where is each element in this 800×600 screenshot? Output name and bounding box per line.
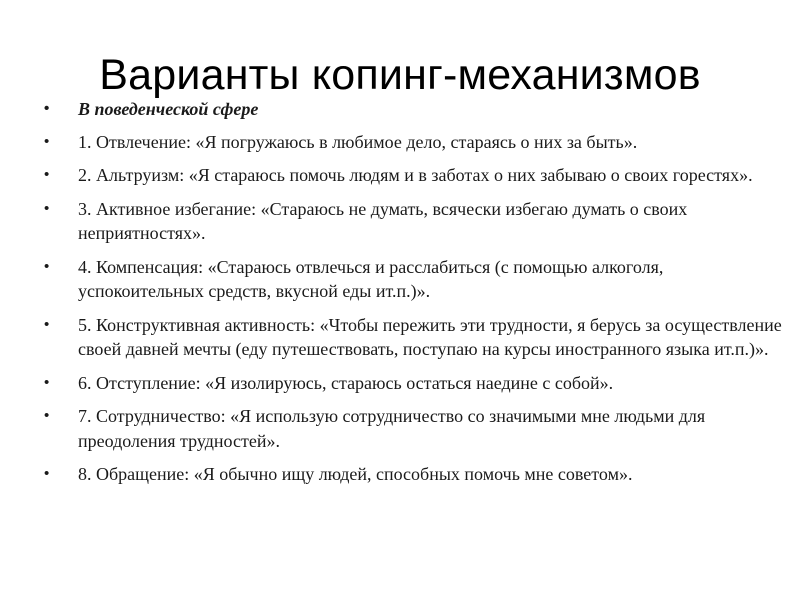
list-item	[44, 404, 784, 453]
list-item	[44, 163, 784, 188]
list-item-text: 7. Сотрудничество: «Я использую сотрудничество со значимыми мне людьми для преодоления трудностей».	[78, 406, 706, 451]
list-item	[44, 371, 784, 396]
slide-title: Варианты копинг-механизмов	[99, 51, 701, 99]
list-item	[44, 197, 784, 246]
list-item-text: 2. Альтруизм: «Я стараюсь помочь людям и в заботах о них забываю о своих горестях».	[78, 165, 753, 185]
bullet-icon: •	[44, 257, 50, 275]
list-item-text: 5. Конструктивная активность: «Чтобы пережить эти трудности, я берусь за осуществление своей давней мечты (еду путешествовать, поступаю на курсы иностранного языка ит.п.)».	[78, 314, 782, 359]
list-item	[44, 130, 784, 155]
bullet-list	[44, 97, 784, 496]
bullet-icon: •	[44, 465, 50, 482]
list-item-section-header	[44, 97, 784, 122]
list-item-text: 8. Обращение: «Я обычно ищу людей, способных помочь мне советом».	[78, 464, 633, 484]
list-item	[44, 462, 784, 487]
list-item-text: 1. Отвлечение: «Я погружаюсь в любимое дело, стараясь о них за быть».	[78, 131, 638, 152]
bullet-icon: •	[44, 315, 50, 333]
bullet-icon: •	[44, 100, 50, 117]
list-item-text: 6. Отступление: «Я изолируюсь, стараюсь остаться наедине с собой».	[78, 372, 614, 393]
bullet-icon: •	[44, 373, 50, 391]
list-item	[44, 313, 784, 362]
list-item-text: 4. Компенсация: «Стараюсь отвлечься и расслабиться (с помощью алкоголя, успокоительных средств, вкусной еды ит.п.)».	[78, 256, 664, 301]
list-item-text: В поведенческой сфере	[78, 99, 259, 119]
list-item-text: 3. Активное избегание: «Стараюсь не думать, всячески избегаю думать о своих неприятностях».	[78, 198, 688, 243]
bullet-icon: •	[44, 199, 50, 217]
list-item	[44, 255, 784, 304]
bullet-icon: •	[44, 132, 50, 150]
bullet-icon: •	[44, 166, 50, 183]
bullet-icon: •	[44, 407, 50, 424]
